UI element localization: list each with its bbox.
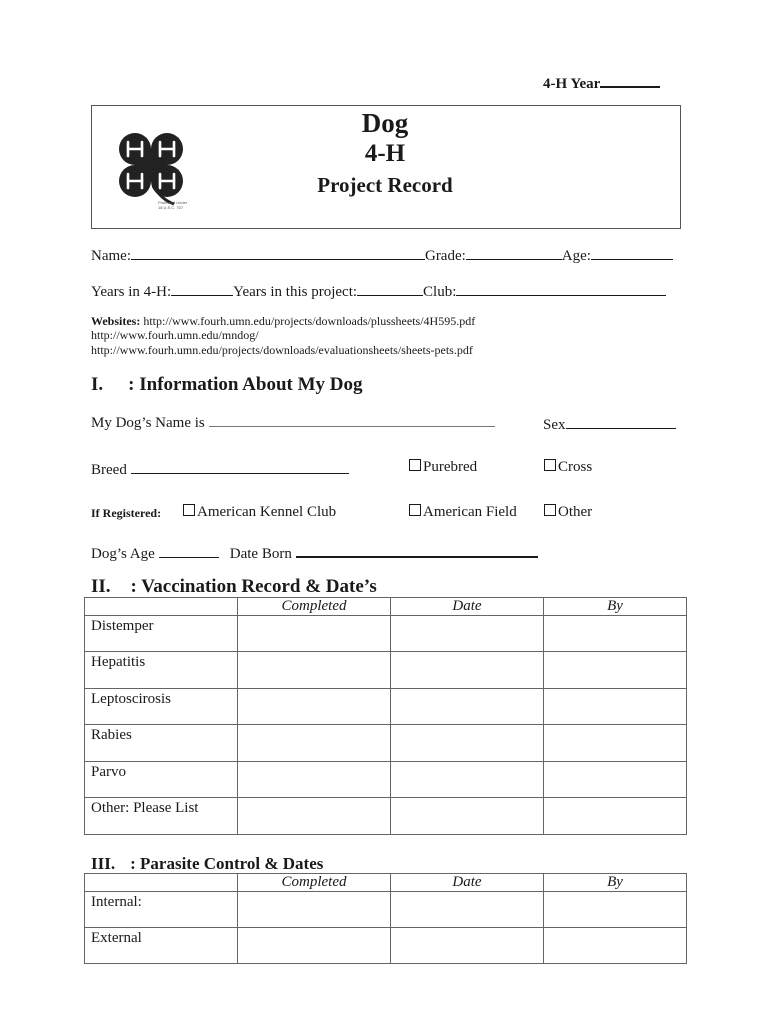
table-row — [85, 689, 687, 725]
vaccine-name: Hepatitis — [91, 654, 146, 670]
parasite-name: External — [91, 930, 142, 946]
breed-field[interactable] — [131, 459, 349, 474]
american-field-label: American Field — [423, 504, 517, 520]
completed-cell[interactable] — [238, 616, 391, 652]
dog-name-label: My Dog’s Name is — [91, 415, 205, 431]
completed-cell[interactable] — [238, 652, 391, 689]
parasite-header-date: Date — [391, 874, 544, 892]
breed-label: Breed — [91, 462, 127, 478]
dogs-age-label: Dog’s Age — [91, 546, 155, 562]
name-field[interactable] — [131, 245, 425, 260]
parasite-header-by: By — [544, 874, 687, 892]
vaccine-name: Leptoscirosis — [91, 691, 171, 707]
completed-cell[interactable] — [238, 928, 391, 964]
date-born-label: Date Born — [229, 546, 292, 562]
parasite-header-completed: Completed — [238, 874, 391, 892]
table-row — [85, 892, 687, 928]
table-row — [85, 616, 687, 652]
date-cell[interactable] — [391, 689, 544, 725]
years-4h-field[interactable] — [171, 281, 233, 296]
by-cell[interactable] — [544, 892, 687, 928]
years-4h-label: Years in 4-H: — [91, 284, 172, 300]
section-3-numeral: III. — [91, 854, 116, 873]
vaccination-table — [84, 597, 687, 835]
parasite-table — [84, 873, 687, 964]
section-1-numeral: I. — [91, 374, 104, 395]
vaccination-header-blank — [85, 598, 238, 616]
section-1-heading — [91, 374, 363, 396]
section-1-title: : Information About My Dog — [128, 374, 363, 395]
by-cell[interactable] — [544, 798, 687, 835]
by-cell[interactable] — [544, 762, 687, 798]
website-link-1[interactable]: http://www.fourh.umn.edu/projects/downloads/plussheets/4H595.pdf — [143, 314, 476, 328]
by-cell[interactable] — [544, 725, 687, 762]
table-row — [85, 652, 687, 689]
date-cell[interactable] — [391, 928, 544, 964]
other-registry-label: Other — [558, 504, 593, 520]
akc-option[interactable] — [183, 504, 336, 521]
date-born-field[interactable] — [296, 542, 538, 558]
completed-cell[interactable] — [238, 689, 391, 725]
by-cell[interactable] — [544, 689, 687, 725]
club-field[interactable] — [456, 281, 666, 296]
grade-field[interactable] — [466, 245, 562, 260]
website-link-3[interactable]: http://www.fourh.umn.edu/projects/downloads/evaluationsheets/sheets-pets.pdf — [91, 343, 473, 357]
purebred-option[interactable] — [409, 459, 477, 476]
date-cell[interactable] — [391, 762, 544, 798]
name-label: Name: — [91, 248, 131, 264]
vaccine-name: Parvo — [91, 764, 126, 780]
other-registry-checkbox[interactable] — [544, 504, 556, 516]
by-cell[interactable] — [544, 616, 687, 652]
date-cell[interactable] — [391, 616, 544, 652]
age-label: Age: — [561, 248, 591, 264]
website-link-2[interactable]: http://www.fourh.umn.edu/mndog/ — [91, 328, 259, 342]
info-row-1 — [91, 245, 673, 265]
info-row-2 — [91, 281, 666, 301]
table-row — [85, 762, 687, 798]
american-field-option[interactable] — [409, 504, 517, 521]
emblem-notice: Protected Under 18 U.S.C. 707 — [158, 200, 188, 210]
akc-checkbox[interactable] — [183, 504, 195, 516]
completed-cell[interactable] — [238, 725, 391, 762]
akc-label: American Kennel Club — [197, 504, 337, 520]
if-registered-label: If Registered: — [91, 506, 162, 520]
grade-label: Grade: — [424, 248, 466, 264]
completed-cell[interactable] — [238, 798, 391, 835]
dogs-age-field[interactable] — [159, 543, 219, 558]
year-blank[interactable] — [600, 72, 660, 88]
websites-line-1 — [91, 314, 475, 329]
table-row — [85, 725, 687, 762]
cross-option[interactable] — [544, 459, 592, 476]
year-label: 4-H Year — [543, 76, 601, 92]
sex-row — [543, 414, 676, 434]
date-cell[interactable] — [391, 652, 544, 689]
parasite-header-blank — [85, 874, 238, 892]
date-cell[interactable] — [391, 892, 544, 928]
vaccine-name: Distemper — [91, 618, 154, 634]
sex-label: Sex — [543, 417, 566, 433]
vaccination-header-date: Date — [391, 598, 544, 616]
breed-row — [91, 459, 349, 479]
american-field-checkbox[interactable] — [409, 504, 421, 516]
age-born-row — [91, 542, 538, 563]
title-4h: 4-H — [364, 140, 406, 167]
by-cell[interactable] — [544, 652, 687, 689]
cross-label: Cross — [558, 459, 593, 475]
year-field[interactable] — [543, 72, 660, 93]
vaccine-name: Rabies — [91, 727, 132, 743]
date-cell[interactable] — [391, 798, 544, 835]
completed-cell[interactable] — [238, 892, 391, 928]
sex-field[interactable] — [566, 414, 676, 429]
purebred-checkbox[interactable] — [409, 459, 421, 471]
vaccination-header-completed: Completed — [238, 598, 391, 616]
date-cell[interactable] — [391, 725, 544, 762]
section-2-heading — [91, 576, 377, 598]
section-2-numeral: II. — [91, 576, 111, 597]
dog-name-row — [91, 414, 495, 432]
years-project-label: Years in this project: — [233, 284, 358, 300]
section-3-title: : Parasite Control & Dates — [130, 854, 324, 873]
vaccine-name: Other: Please List — [91, 800, 199, 816]
table-row — [85, 928, 687, 964]
section-3-heading — [91, 854, 323, 874]
title-project-record: Project Record — [317, 173, 453, 197]
dog-name-field[interactable] — [209, 414, 495, 427]
websites-label: Websites: — [91, 314, 141, 328]
club-label: Club: — [423, 284, 457, 300]
other-registry-option[interactable] — [544, 504, 592, 521]
purebred-label: Purebred — [423, 459, 478, 475]
by-cell[interactable] — [544, 928, 687, 964]
age-field[interactable] — [591, 245, 673, 260]
years-project-field[interactable] — [357, 281, 423, 296]
cross-checkbox[interactable] — [544, 459, 556, 471]
parasite-name: Internal: — [91, 894, 142, 910]
table-row — [85, 798, 687, 835]
completed-cell[interactable] — [238, 762, 391, 798]
section-2-title: : Vaccination Record & Date’s — [130, 576, 377, 597]
vaccination-header-by: By — [544, 598, 687, 616]
title-dog: Dog — [361, 108, 409, 138]
